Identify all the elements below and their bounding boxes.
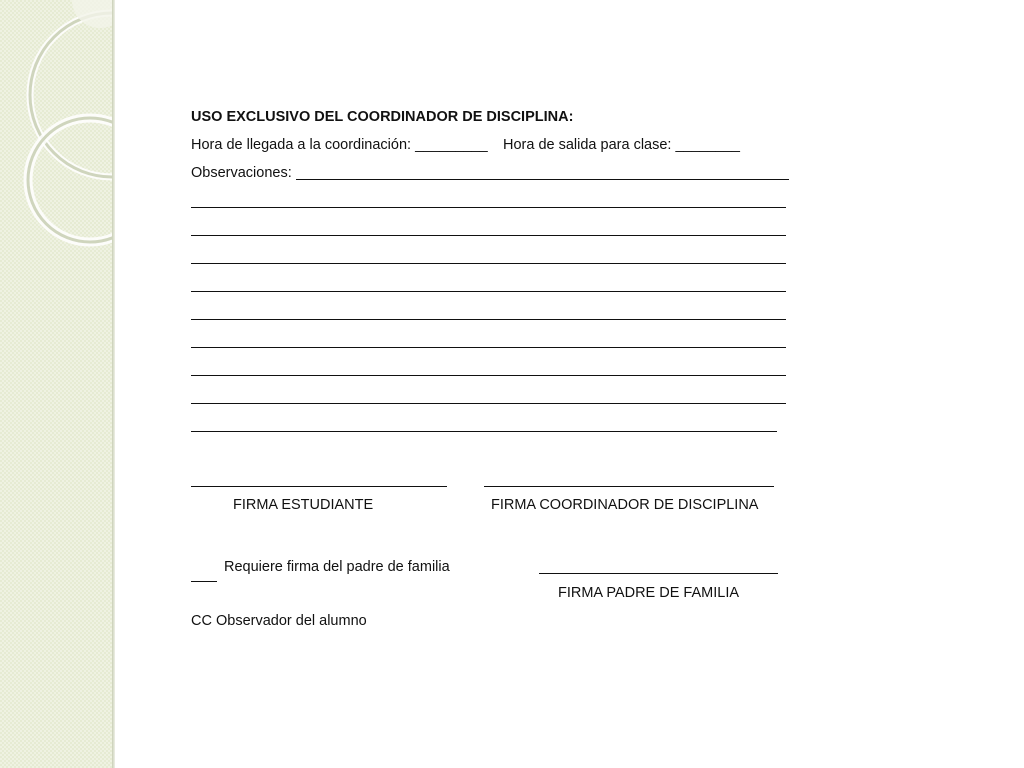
decorative-rings: [0, 0, 112, 768]
departure-time-field: Hora de salida para clase: ________: [503, 137, 740, 153]
student-signature-label: FIRMA ESTUDIANTE: [233, 497, 374, 513]
observation-line: [191, 291, 786, 292]
observations-line: [296, 179, 789, 180]
coordinator-signature-label: FIRMA COORDINADOR DE DISCIPLINA: [491, 497, 759, 513]
observation-line: [191, 263, 786, 264]
observation-line: [191, 207, 786, 208]
arrival-time-field: Hora de llegada a la coordinación: _________: [191, 137, 488, 153]
observation-line: [191, 431, 777, 432]
side-decor-panel: [0, 0, 112, 768]
side-panel-edge: [112, 0, 115, 768]
parent-signature-label: FIRMA PADRE DE FAMILIA: [558, 585, 740, 601]
parent-requirement-label: Requiere firma del padre de familia: [224, 559, 450, 575]
observation-line: [191, 375, 786, 376]
observation-line: [191, 347, 786, 348]
observation-line: [191, 403, 786, 404]
cc-observer-label: CC Observador del alumno: [191, 613, 367, 629]
parent-signature-line: [539, 573, 778, 574]
observation-line: [191, 319, 786, 320]
coordinator-signature-line: [484, 486, 774, 487]
observation-line: [191, 235, 786, 236]
student-signature-line: [191, 486, 447, 487]
parent-signature-required-checkbox[interactable]: [191, 581, 217, 582]
section-title: USO EXCLUSIVO DEL COORDINADOR DE DISCIPLINA:: [191, 109, 574, 125]
observations-label: Observaciones:: [191, 165, 292, 181]
